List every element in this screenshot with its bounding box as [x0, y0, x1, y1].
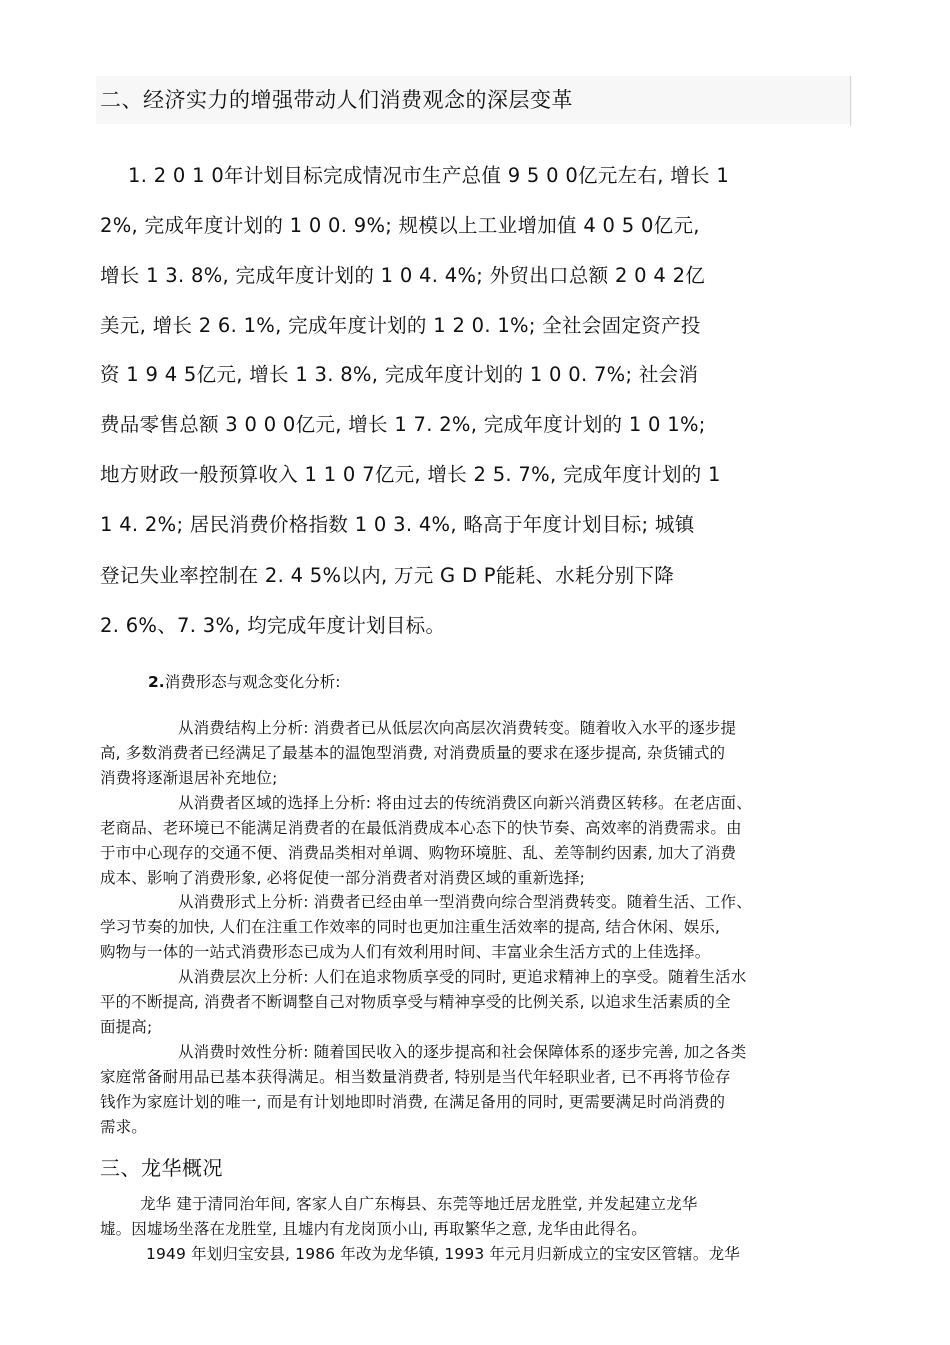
item2-line-9: 学习节奏的加快, 人们在注重工作效率的同时也更加注重生活效率的提高, 结合休闲、娱乐, — [100, 918, 721, 936]
item2-line-3: 消费将逐渐退居补充地位; — [100, 769, 278, 787]
heading-right-edge-line — [850, 76, 851, 126]
item2-line-1: 从消费结构上分析: 消费者已从低层次向高层次消费转变。随着收入水平的逐步提 — [178, 719, 737, 737]
item2-line-8: 从消费形式上分析: 消费者已经由单一型消费向综合型消费转变。随着生活、工作、 — [178, 893, 752, 911]
item2-number: 2. — [148, 673, 165, 691]
section3-title: 三、龙华概况 — [100, 1156, 223, 1180]
section3-line-1: 龙华 建于清同治年间, 客家人自广东梅县、东莞等地迁居龙胜堂, 并发起建立龙华 — [140, 1195, 698, 1213]
item2-line-14: 从消费时效性分析: 随着国民收入的逐步提高和社会保障体系的逐步完善, 加之各类 — [178, 1043, 747, 1061]
item2-heading — [148, 670, 340, 692]
section3-line-3: 1949 年划归宝安县, 1986 年改为龙华镇, 1993 年元月归新成立的宝安区管辖。龙华 — [146, 1245, 740, 1263]
item1-line-10: 2. 6%、7. 3%, 均完成年度计划目标。 — [100, 614, 446, 637]
item2-line-2: 高, 多数消费者已经满足了最基本的温饱型消费, 对消费质量的要求在逐步提高, 杂货铺式的 — [100, 744, 726, 762]
item2-line-4: 从消费者区域的选择上分析: 将由过去的传统消费区向新兴消费区转移。在老店面、 — [178, 794, 752, 812]
item1-line-9: 登记失业率控制在 2. 4 5%以内, 万元 G D P能耗、水耗分别下降 — [100, 564, 675, 587]
item1-line-5: 资 1 9 4 5亿元, 增长 1 3. 8%, 完成年度计划的 1 0 0. 7%; 社会消 — [100, 363, 699, 386]
section2-title: 二、经济实力的增强带动人们消费观念的深层变革 — [100, 88, 573, 112]
item2-line-15: 家庭常备耐用品已基本获得满足。相当数量消费者, 特别是当代年轻职业者, 已不再将节俭存 — [100, 1068, 731, 1086]
item2-line-10: 购物与一体的一站式消费形态已成为人们有效利用时间、丰富业余生活方式的上佳选择。 — [100, 943, 711, 961]
item1-line-2: 2%, 完成年度计划的 1 0 0. 9%; 规模以上工业增加值 4 0 5 0亿元, — [100, 214, 700, 237]
item1-line-4: 美元, 增长 2 6. 1%, 完成年度计划的 1 2 0. 1%; 全社会固定资产投 — [100, 314, 701, 337]
item1-line-8: 1 4. 2%; 居民消费价格指数 1 0 3. 4%, 略高于年度计划目标; 城镇 — [100, 513, 695, 536]
item2-title: 消费形态与观念变化分析: — [164, 673, 341, 691]
item1-line-6: 费品零售总额 3 0 0 0亿元, 增长 1 7. 2%, 完成年度计划的 1 0 1%; — [100, 413, 706, 436]
item2-line-17: 需求。 — [100, 1118, 147, 1136]
item1-line-7: 地方财政一般预算收入 1 1 0 7亿元, 增长 2 5. 7%, 完成年度计划的 1 — [100, 463, 721, 486]
item2-line-13: 面提高; — [100, 1018, 153, 1036]
item2-line-12: 平的不断提高, 消费者不断调整自己对物质享受与精神享受的比例关系, 以追求生活素质的全 — [100, 993, 731, 1011]
item2-line-16: 钱作为家庭计划的唯一, 而是有计划地即时消费, 在满足备用的同时, 更需要满足时尚消费的 — [100, 1093, 726, 1111]
item2-line-6: 于市中心现存的交通不便、消费品类相对单调、购物环境脏、乱、差等制约因素, 加大了消费 — [100, 844, 737, 862]
item2-line-7: 成本、影响了消费形象, 必将促使一部分消费者对消费区域的重新选择; — [100, 869, 586, 887]
item2-line-5: 老商品、老环境已不能满足消费者的在最低消费成本心态下的快节奏、高效率的消费需求。由 — [100, 819, 742, 837]
section3-line-2: 墟。因墟场坐落在龙胜堂, 且墟内有龙岗顶小山, 再取繁华之意, 龙华由此得名。 — [100, 1220, 647, 1238]
item2-line-11: 从消费层次上分析: 人们在追求物质享受的同时, 更追求精神上的享受。随着生活水 — [178, 968, 747, 986]
item1-line-1: 1. 2 0 1 0年计划目标完成情况市生产总值 9 5 0 0亿元左右, 增长 1 — [128, 164, 730, 187]
item1-line-3: 增长 1 3. 8%, 完成年度计划的 1 0 4. 4%; 外贸出口总额 2 0 4 2亿 — [100, 264, 706, 287]
